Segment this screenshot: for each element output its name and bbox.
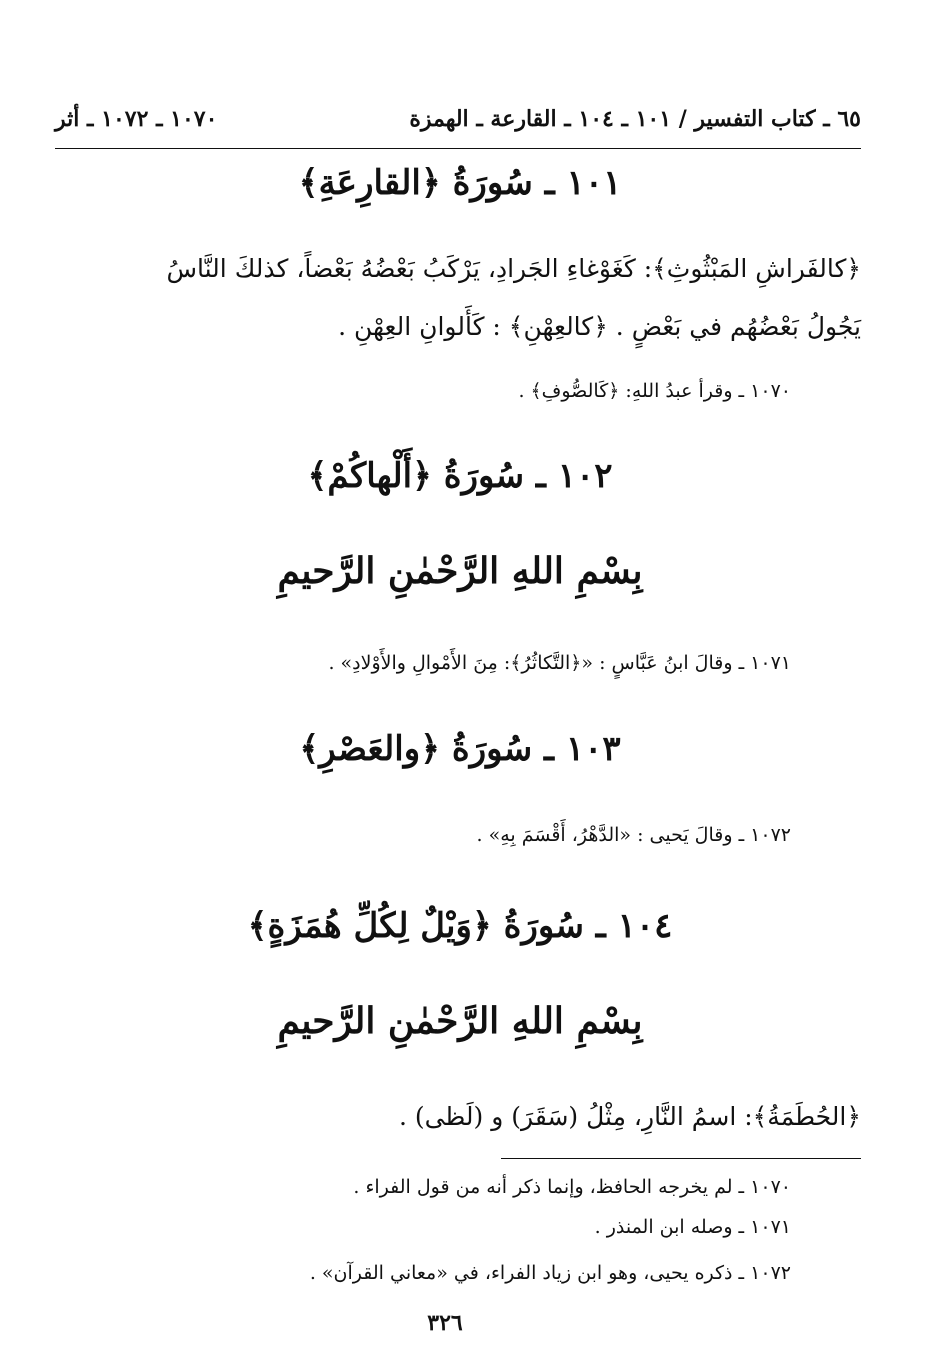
surah-heading-104: ١٠٤ ـ سُورَةُ ﴿وَيْلٌ لِكُلِّ هُمَزَةٍ﴾ (247, 906, 673, 946)
body-line-101-1: ﴿كالفَراشِ المَبْثُوثِ﴾: كَغَوْغاءِ الجَرادِ، يَرْكَبُ بَعْضُهُ بَعْضاً، كذلكَ النَّاسُ (166, 254, 861, 283)
surah-heading-101: ١٠١ ـ سُورَةُ ﴿القارِعَةِ﴾ (298, 163, 622, 203)
basmala-104: بِسْمِ اللهِ الرَّحْمٰنِ الرَّحيمِ (277, 1000, 643, 1042)
running-header-title: ٦٥ ـ كتاب التفسير / ١٠١ ـ ١٠٤ ـ القارعة ـ الهمزة (409, 106, 861, 132)
surah-heading-102: ١٠٢ ـ سُورَةُ ﴿أَلْهاكُمْ﴾ (307, 456, 613, 496)
body-line-104-1: ﴿الحُطَمَةُ﴾: اسمُ النَّارِ، مِثْلُ (سَقَرَ) و (لَظى) . (398, 1102, 861, 1131)
footnote-1071: ١٠٧١ ـ وصله ابن المنذر . (594, 1216, 791, 1238)
header-divider (55, 148, 861, 149)
body-line-101-2: يَجُولُ بَعْضُهُم في بَعْضٍ . ﴿كالعِهْنِ﴾ : كَأَلوانِ العِهْنِ . (338, 312, 861, 341)
footnote-1072: ١٠٧٢ ـ ذكره يحيى، وهو ابن زياد الفراء، في «معاني القرآن» . (309, 1262, 791, 1284)
hadith-1072: ١٠٧٢ ـ وقالَ يَحيى : «الدَّهْرُ، أَقْسَمَ بِهِ» . (476, 824, 791, 846)
page-number: ٣٢٦ (427, 1310, 463, 1336)
basmala-102: بِسْمِ اللهِ الرَّحْمٰنِ الرَّحيمِ (277, 550, 643, 592)
hadith-1071: ١٠٧١ ـ وقالَ ابنُ عَبَّاسٍ : «﴿التَّكاثُرُ﴾: مِنَ الأَمْوالِ والأَوْلادِ» . (328, 652, 791, 674)
footnote-1070: ١٠٧٠ ـ لم يخرجه الحافظ، وإنما ذكر أنه من قول الفراء . (353, 1176, 791, 1198)
footnote-divider (501, 1158, 861, 1159)
surah-heading-103: ١٠٣ ـ سُورَةُ ﴿والعَصْرِ﴾ (299, 729, 621, 769)
hadith-1070: ١٠٧٠ ـ وقرأ عبدُ اللهِ: ﴿كَالصُّوفِ﴾ . (518, 380, 791, 402)
running-header-range: ١٠٧٠ ـ ١٠٧٢ ـ أثر (55, 106, 218, 132)
